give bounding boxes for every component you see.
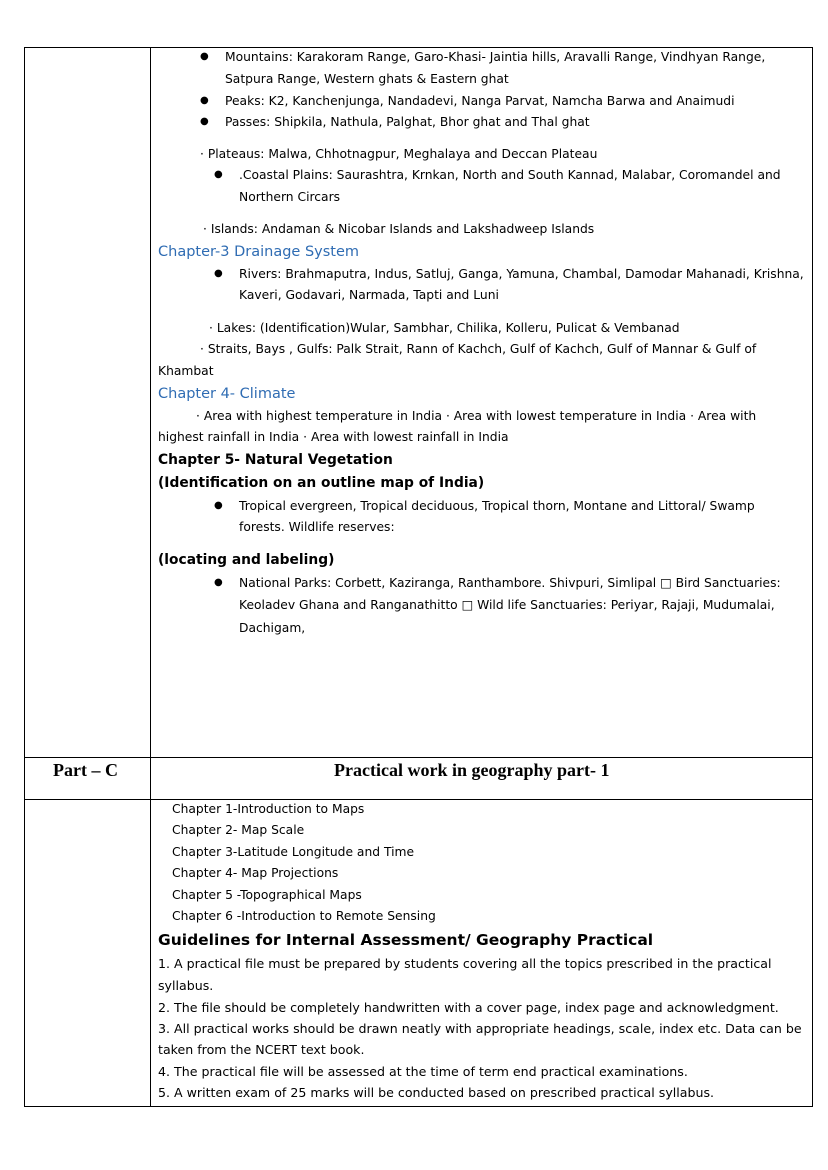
table-left-border <box>24 47 25 1107</box>
climate-item-cont: highest rainfall in India · Area with lowest rainfall in India <box>158 430 509 444</box>
row-divider-part-c-top <box>24 757 813 758</box>
guideline-2: 2. The file should be completely handwritten with a cover page, index page and acknowledgment. <box>158 1000 779 1015</box>
straits-item-cont: Khambat <box>158 364 214 378</box>
mountains-item-cont: Satpura Range, Western ghats & Eastern ghat <box>225 72 509 86</box>
coastal-plains-item: .Coastal Plains: Saurashtra, Krnkan, North and South Kannad, Malabar, Coromandel and <box>239 168 781 182</box>
bullet: ● <box>214 500 223 511</box>
forests-item: Tropical evergreen, Tropical deciduous, Tropical thorn, Montane and Littoral/ Swamp <box>239 499 755 513</box>
national-parks-item-cont: Keoladev Ghana and Ranganathitto □ Wild life Sanctuaries: Periyar, Rajaji, Mudumalai, <box>239 598 775 612</box>
bullet: ● <box>200 95 209 106</box>
bullet: ● <box>214 577 223 588</box>
chapter-list-item: Chapter 1-Introduction to Maps <box>172 802 365 816</box>
straits-item: · Straits, Bays , Gulfs: Palk Strait, Rann of Kachch, Gulf of Kachch, Gulf of Mannar & Gulf of <box>200 342 757 356</box>
bullet: ● <box>200 51 209 62</box>
chapter-list-item: Chapter 5 -Topographical Maps <box>172 888 362 902</box>
part-c-title: Practical work in geography part- 1 <box>334 760 610 780</box>
bullet: ● <box>200 116 209 127</box>
column-divider <box>150 47 151 1107</box>
rivers-item-cont: Kaveri, Godavari, Narmada, Tapti and Luni <box>239 288 499 302</box>
islands-item: · Islands: Andaman & Nicobar Islands and Lakshadweep Islands <box>203 222 595 236</box>
plateaus-item: · Plateaus: Malwa, Chhotnagpur, Meghalaya and Deccan Plateau <box>200 147 598 161</box>
chapter-4-heading: Chapter 4- Climate <box>158 386 296 402</box>
passes-item: Passes: Shipkila, Nathula, Palghat, Bhor ghat and Thal ghat <box>225 115 590 129</box>
chapter-list-item: Chapter 2- Map Scale <box>172 823 305 837</box>
national-parks-item: National Parks: Corbett, Kaziranga, Ranthambore. Shivpuri, Simlipal □ Bird Sanctuaries: <box>239 576 781 590</box>
table-right-border <box>812 47 813 1107</box>
row-divider-part-c-bottom <box>24 799 813 800</box>
chapter-list-item: Chapter 4- Map Projections <box>172 866 339 880</box>
peaks-item: Peaks: K2, Kanchenjunga, Nandadevi, Nanga Parvat, Namcha Barwa and Anaimudi <box>225 94 735 108</box>
mountains-item: Mountains: Karakoram Range, Garo-Khasi- Jaintia hills, Aravalli Range, Vindhyan Range, <box>225 50 766 64</box>
guideline-3-cont: taken from the NCERT text book. <box>158 1042 365 1057</box>
chapter-list-item: Chapter 6 -Introduction to Remote Sensing <box>172 909 436 923</box>
chapter-list-item: Chapter 3-Latitude Longitude and Time <box>172 845 415 859</box>
guideline-1: 1. A practical file must be prepared by students covering all the topics prescribed in the practical <box>158 956 772 971</box>
bullet: ● <box>214 169 223 180</box>
part-c-label: Part – C <box>53 760 118 780</box>
guideline-4: 4. The practical file will be assessed at the time of term end practical examinations. <box>158 1064 688 1079</box>
guideline-1-cont: syllabus. <box>158 978 214 993</box>
lakes-item: · Lakes: (Identification)Wular, Sambhar, Chilika, Kolleru, Pulicat & Vembanad <box>209 321 680 335</box>
bullet: ● <box>214 268 223 279</box>
rivers-item: Rivers: Brahmaputra, Indus, Satluj, Ganga, Yamuna, Chambal, Damodar Mahanadi, Krishna, <box>239 267 804 281</box>
locating-heading: (locating and labeling) <box>158 552 335 568</box>
forests-item-cont: forests. Wildlife reserves: <box>239 520 395 534</box>
chapter-5-heading: Chapter 5- Natural Vegetation <box>158 452 393 468</box>
climate-item: · Area with highest temperature in India · Area with lowest temperature in India · Area with <box>196 409 757 423</box>
chapter-3-heading: Chapter-3 Drainage System <box>158 244 360 260</box>
national-parks-item-cont2: Dachigam, <box>239 621 306 635</box>
guideline-5: 5. A written exam of 25 marks will be conducted based on prescribed practical syllabus. <box>158 1085 715 1100</box>
chapter-5-subheading: (Identification on an outline map of India) <box>158 475 485 491</box>
coastal-plains-item-cont: Northern Circars <box>239 190 341 204</box>
guidelines-heading: Guidelines for Internal Assessment/ Geography Practical <box>158 931 654 949</box>
table-top-border <box>24 47 813 48</box>
guideline-3: 3. All practical works should be drawn neatly with appropriate headings, scale, index etc. Data can be <box>158 1021 802 1036</box>
table-bottom-border <box>24 1106 813 1107</box>
